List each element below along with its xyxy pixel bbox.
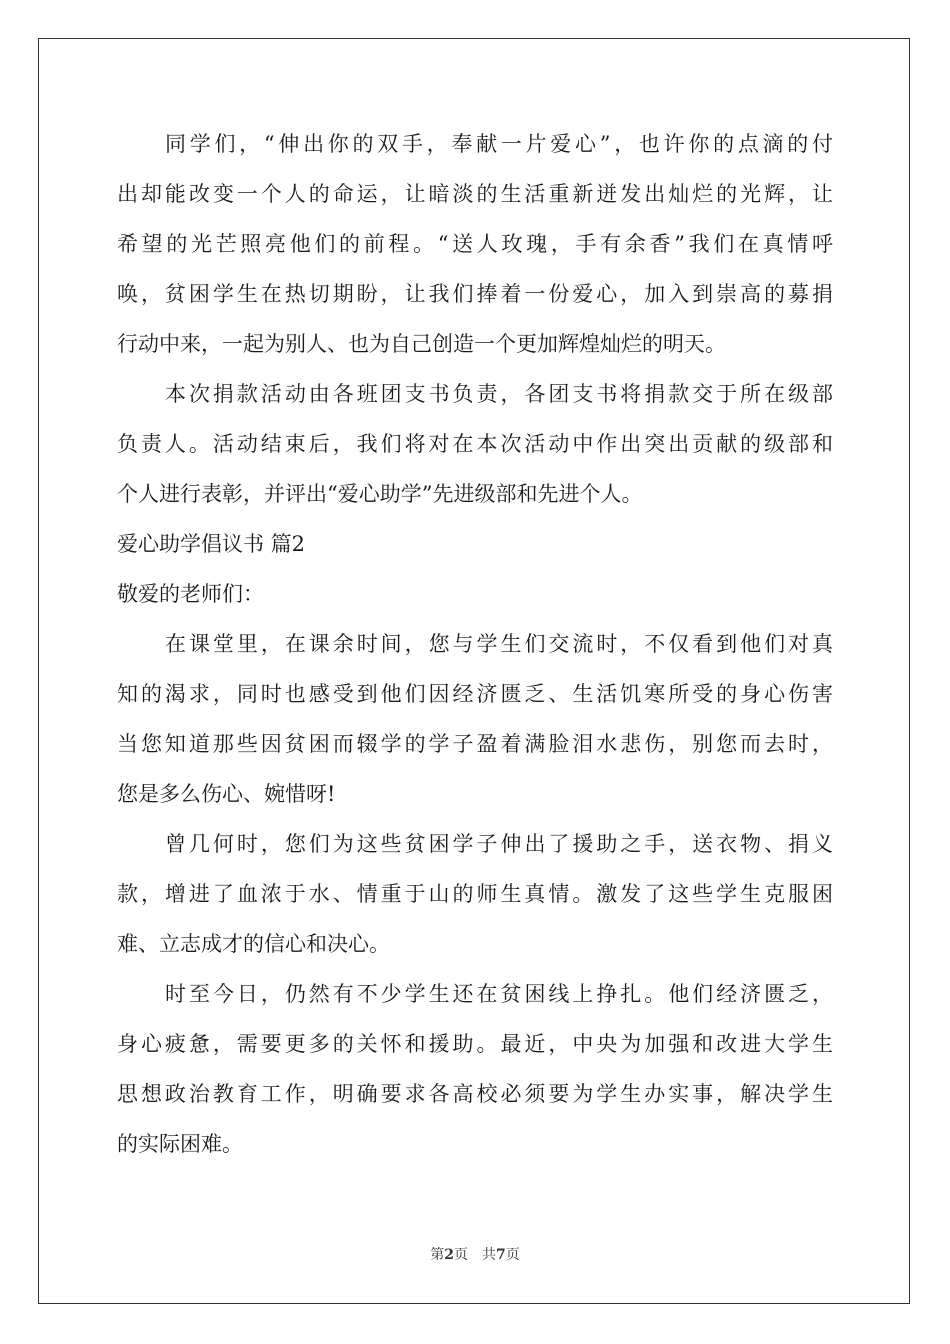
paragraph-line: 出却能改变一个人的命运，让暗淡的生活重新迸发出灿烂的光辉，让 (117, 182, 833, 206)
page-suffix: 页 (505, 1247, 520, 1263)
paragraph-line: 在课堂里，在课余时间，您与学生们交流时，不仅看到他们对真 (165, 632, 833, 656)
paragraph-line: 唤，贫困学生在热切期盼，让我们捧着一份爱心，加入到崇高的募捐 (117, 282, 833, 306)
paragraph-line: 负责人。活动结束后，我们将对在本次活动中作出突出贡献的级部和 (117, 432, 833, 456)
page-footer (0, 1244, 950, 1264)
paragraph-line: 思想政治教育工作，明确要求各高校必须要为学生办实事，解决学生 (117, 1082, 833, 1106)
paragraph-line: 知的渴求，同时也感受到他们因经济匮乏、生活饥寒所受的身心伤害 (117, 682, 833, 706)
paragraph-line: 当您知道那些因贫困而辍学的学子盈着满脸泪水悲伤，别您而去时， (117, 732, 833, 756)
paragraph-line: 希望的光芒照亮他们的前程。“送人玫瑰，手有余香”我们在真情呼 (117, 232, 833, 256)
paragraph-line: 同学们，“伸出你的双手，奉献一片爱心”，也许你的点滴的付 (165, 132, 833, 156)
paragraph-line: 身心疲惫，需要更多的关怀和援助。最近，中央为加强和改进大学生 (117, 1032, 833, 1056)
paragraph-line: 款，增进了血浓于水、情重于山的师生真情。激发了这些学生克服困 (117, 882, 833, 906)
page-number-current: 2 (444, 1247, 454, 1263)
paragraph-line: 时至今日，仍然有不少学生还在贫困线上挣扎。他们经济匮乏， (165, 982, 833, 1006)
paragraph-line: 您是多么伤心、婉惜呀! (117, 782, 336, 806)
salutation: 敬爱的老师们： (117, 582, 264, 606)
paragraph-line: 个人进行表彰，并评出“爱心助学”先进级部和先进个人。 (117, 482, 643, 506)
page-mid: 页 共 (454, 1247, 496, 1263)
paragraph-line: 本次捐款活动由各班团支书负责，各团支书将捐款交于所在级部 (165, 382, 833, 406)
page-prefix: 第 (430, 1247, 445, 1263)
page-number-total: 7 (496, 1247, 506, 1263)
paragraph-line: 行动中来，一起为别人、也为自己创造一个更加辉煌灿烂的明天。 (117, 332, 726, 356)
paragraph-line: 的实际困难。 (117, 1132, 243, 1156)
section-heading: 爱心助学倡议书 篇2 (117, 532, 306, 556)
paragraph-line: 曾几何时，您们为这些贫困学子伸出了援助之手，送衣物、捐义 (165, 832, 833, 856)
paragraph-line: 难、立志成才的信心和决心。 (117, 932, 390, 956)
